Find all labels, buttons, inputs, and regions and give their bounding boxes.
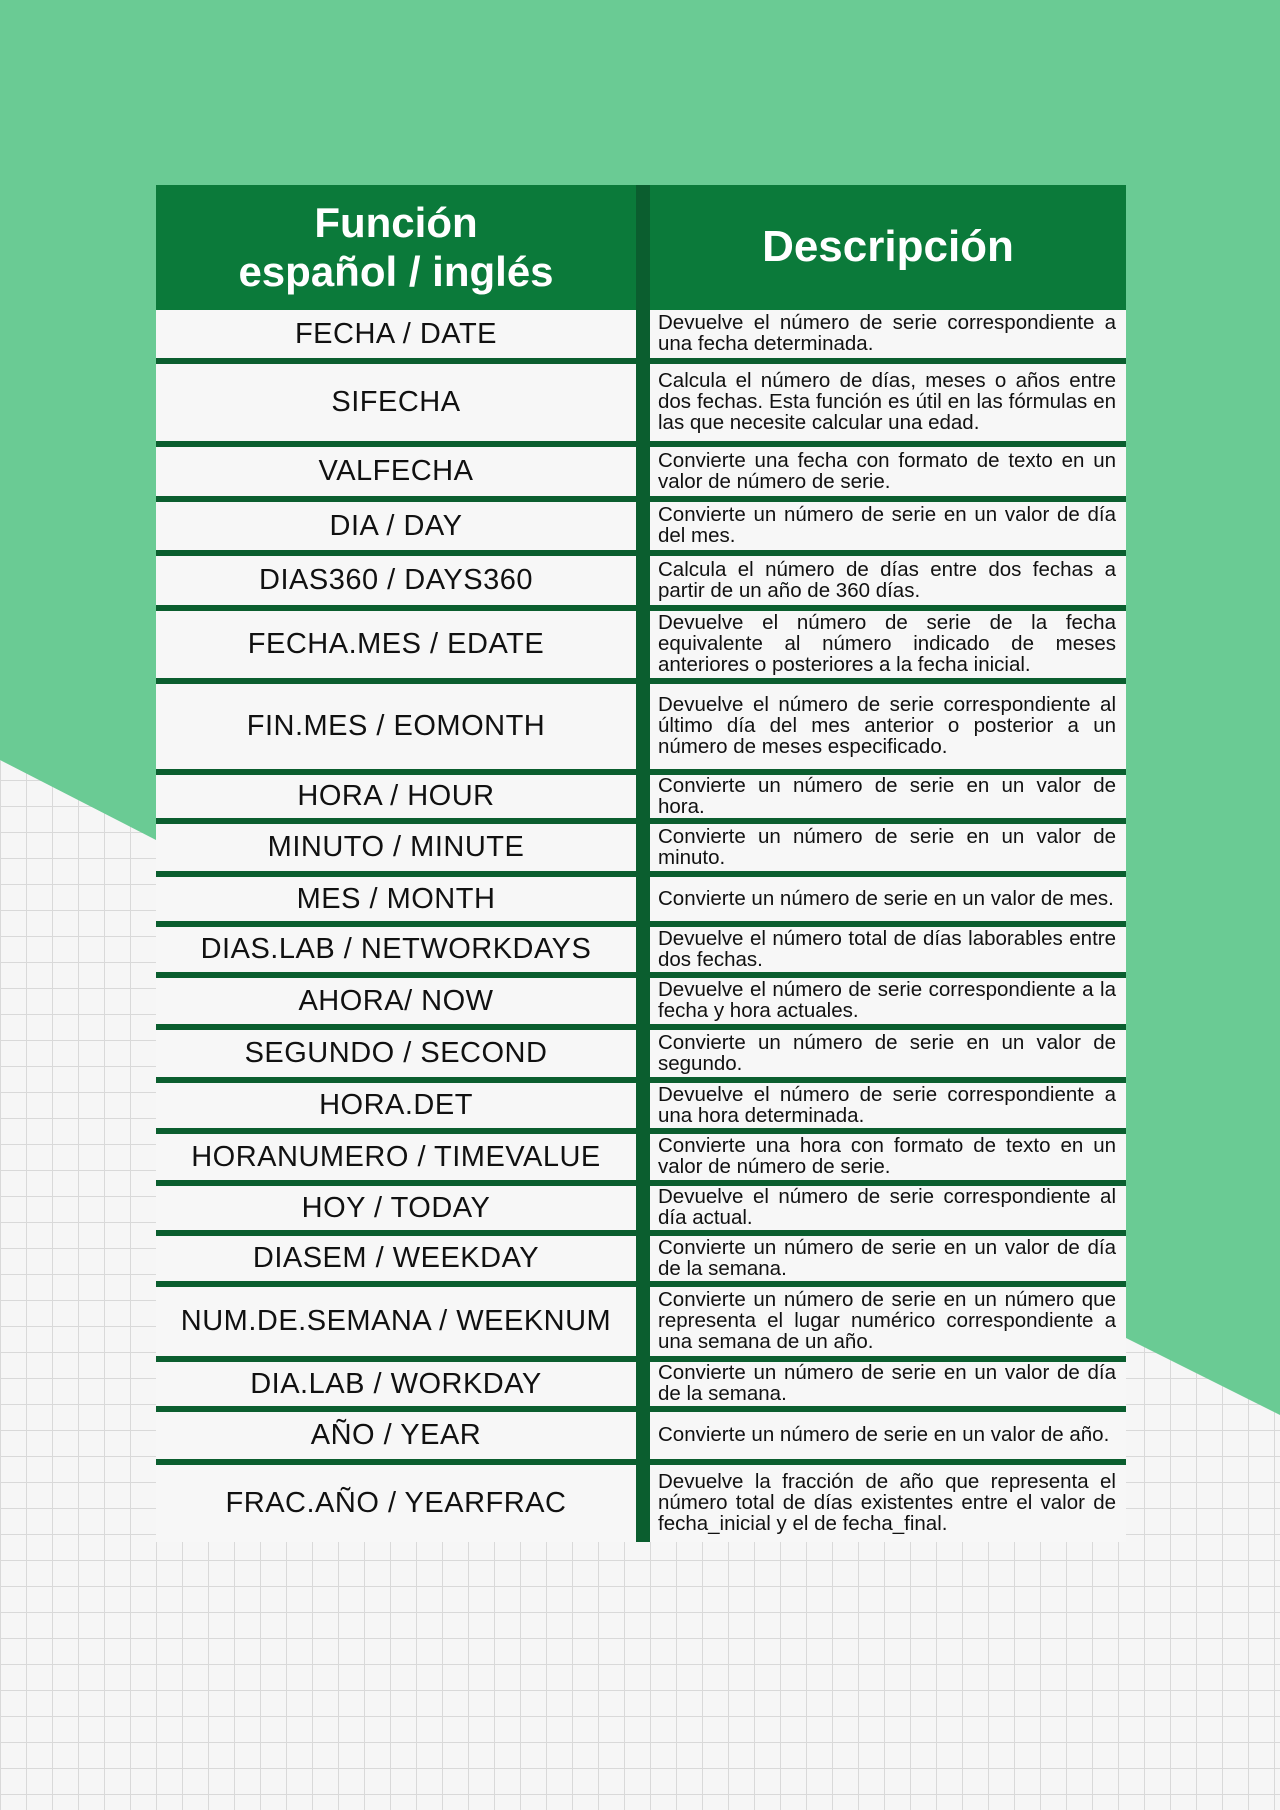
function-description-cell: Convierte un número de serie en un valor de minuto.	[650, 824, 1126, 877]
function-header-line2: español / inglés	[238, 247, 554, 295]
function-description-cell: Convierte un número de serie en un valor de año.	[650, 1412, 1126, 1465]
function-description-cell: Convierte un número de serie en un valor de día del mes.	[650, 502, 1126, 556]
functions-table	[156, 185, 1126, 1542]
column-divider	[636, 1083, 650, 1134]
function-name-cell: MINUTO / MINUTE	[156, 824, 636, 877]
function-name-cell: FRAC.AÑO / YEARFRAC	[156, 1465, 636, 1542]
function-name-cell: DIA / DAY	[156, 502, 636, 556]
function-description-cell: Devuelve el número de serie correspondiente a una fecha determinada.	[650, 310, 1126, 364]
column-divider	[636, 684, 650, 775]
function-name-cell: FECHA.MES / EDATE	[156, 611, 636, 684]
function-description-cell: Devuelve el número total de días laborables entre dos fechas.	[650, 927, 1126, 978]
column-divider	[636, 1465, 650, 1542]
column-divider	[636, 877, 650, 927]
function-name-cell: FECHA / DATE	[156, 310, 636, 364]
function-description-cell: Devuelve el número de serie correspondiente al día actual.	[650, 1186, 1126, 1236]
function-description-cell: Devuelve el número de serie correspondiente a la fecha y hora actuales.	[650, 978, 1126, 1030]
function-name-cell: DIASEM / WEEKDAY	[156, 1236, 636, 1287]
function-name-cell: HOY / TODAY	[156, 1186, 636, 1236]
function-name-cell: SEGUNDO / SECOND	[156, 1030, 636, 1083]
function-description-cell: Convierte un número de serie en un valor de segundo.	[650, 1030, 1126, 1083]
column-divider	[636, 775, 650, 824]
function-name-cell: HORANUMERO / TIMEVALUE	[156, 1134, 636, 1186]
column-divider	[636, 927, 650, 978]
function-name-cell: DIAS.LAB / NETWORKDAYS	[156, 927, 636, 978]
function-name-cell: FIN.MES / EOMONTH	[156, 684, 636, 775]
function-name-cell: HORA.DET	[156, 1083, 636, 1134]
function-description-cell: Convierte un número de serie en un valor de día de la semana.	[650, 1236, 1126, 1287]
column-divider	[636, 1362, 650, 1412]
function-description-cell: Devuelve el número de serie de la fecha equivalente al número indicado de meses anteriores o posteriores a la fecha inicial.	[650, 611, 1126, 684]
function-name-cell: HORA / HOUR	[156, 775, 636, 824]
function-name-cell: SIFECHA	[156, 364, 636, 447]
function-name-cell: DIA.LAB / WORKDAY	[156, 1362, 636, 1412]
column-divider	[636, 824, 650, 877]
function-description-cell: Convierte una hora con formato de texto en un valor de número de serie.	[650, 1134, 1126, 1186]
description-column-header: Descripción	[762, 222, 1014, 272]
function-description-cell: Calcula el número de días entre dos fechas a partir de un año de 360 días.	[650, 556, 1126, 611]
function-name-cell: NUM.DE.SEMANA / WEEKNUM	[156, 1287, 636, 1362]
function-description-cell: Convierte un número de serie en un número que representa el lugar numérico correspondiente a una semana de un año.	[650, 1287, 1126, 1362]
column-divider	[636, 447, 650, 502]
function-description-cell: Calcula el número de días, meses o años entre dos fechas. Esta función es útil en las fórmulas en las que necesite calcular una edad.	[650, 364, 1126, 447]
column-divider	[636, 1236, 650, 1287]
column-divider	[636, 1287, 650, 1362]
header-divider	[636, 185, 650, 310]
function-column-header	[156, 185, 636, 310]
column-divider	[636, 556, 650, 611]
function-name-cell: VALFECHA	[156, 447, 636, 502]
function-name-cell: DIAS360 / DAYS360	[156, 556, 636, 611]
function-description-cell: Convierte un número de serie en un valor de día de la semana.	[650, 1362, 1126, 1412]
column-divider	[636, 1134, 650, 1186]
function-description-cell: Convierte una fecha con formato de texto en un valor de número de serie.	[650, 447, 1126, 502]
function-description-cell: Devuelve el número de serie correspondiente al último día del mes anterior o posterior a un número de meses especificado.	[650, 684, 1126, 775]
function-description-cell: Convierte un número de serie en un valor de hora.	[650, 775, 1126, 824]
column-divider	[636, 364, 650, 447]
function-description-cell: Devuelve la fracción de año que representa el número total de días existentes entre el valor de fecha_inicial y el de fecha_final.	[650, 1465, 1126, 1542]
column-divider	[636, 1412, 650, 1465]
function-name-cell: AÑO / YEAR	[156, 1412, 636, 1465]
function-name-cell: MES / MONTH	[156, 877, 636, 927]
function-header-line1: Función	[314, 199, 478, 247]
function-description-cell: Convierte un número de serie en un valor de mes.	[650, 877, 1126, 927]
column-divider	[636, 502, 650, 556]
column-divider	[636, 310, 650, 364]
function-name-cell: AHORA/ NOW	[156, 978, 636, 1030]
function-description-cell: Devuelve el número de serie correspondiente a una hora determinada.	[650, 1083, 1126, 1134]
column-divider	[636, 1030, 650, 1083]
column-divider	[636, 611, 650, 684]
column-divider	[636, 1186, 650, 1236]
column-divider	[636, 978, 650, 1030]
